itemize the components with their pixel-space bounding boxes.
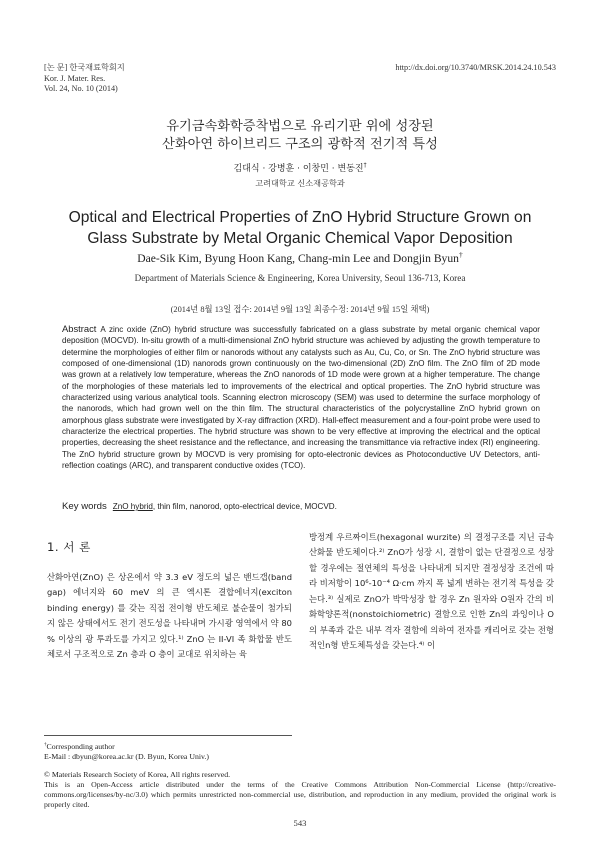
journal-info [44,63,125,95]
received-dates: (2014년 8월 13일 접수: 2014년 9월 13일 최종수정: 2014년 9월 15일 채택) [170,305,430,314]
korean-authors-names: 김대식 · 강병훈 · 이창민 · 변동진 [233,164,364,174]
korean-title-line-1: 유기금속화학증착법으로 유리기판 위에 성장된 [166,119,434,134]
english-title [0,207,600,249]
footnotes [44,742,556,811]
body-column-right: 방정계 우르짜이트(hexagonal wurzite) 의 결정구조를 지닌 금속 산화물 반도체이다.²⁾ ZnO가 성장 시, 결함이 없는 단결정으로 성장 할 경우에는 절연체의 특성을 나타내게 되지만 결정성장 조건에 따라 비저항이 10⁶-10⁻⁴ Ω·cm 까지 폭 넓게 변하는 전기적 특성을 갖는다.³⁾ 실제로 ZnO가 박막성장 할 경우 Zn 원자와 O원자 간의 비화학양론적(nonstoichiometric) 결함으로 인한 Zn의 과잉이나 O 의 부족과 같은 내부 격자 결함에 의하여 전자를 캐리어로 갖는 전형적인n형 반도체특성을 갖는다.⁴⁾ 이 [309,532,554,651]
copyright-notice: © Materials Research Society of Korea, All rights reserved. [44,769,231,779]
author-email: E-Mail : dbyun@korea.ac.kr (D. Byun, Korea Univ.) [44,752,209,762]
english-affiliation: Department of Materials Science & Engineering, Korea University, Seoul 136-713, Korea [134,273,466,283]
korean-title [0,118,600,154]
keywords-label: Key words [62,501,107,512]
corresponding-mark: † [458,250,463,260]
korean-title-line-2: 산화아연 하이브리드 구조의 광학적 전기적 특성 [162,137,438,152]
page-number: 543 [293,818,307,828]
corresponding-author-label: Corresponding author [46,742,115,751]
keywords [62,501,540,512]
body-column-left: 산화아연(ZnO) 은 상온에서 약 3.3 eV 정도의 넓은 밴드갭(band gap) 에너지와 60 meV 의 큰 엑시톤 결합에너지(exciton binding energy) 를 갖는 직접 전이형 반도체로 불순물이 첨가되지 않은 상태에서도 전기 전도성을 나타내며 가시광 영역에서 약 80 % 이상의 광 투과도를 가지고 있다.¹⁾ ZnO 는 II-VI 족 화합물 반도체로서 구조적으로 Zn 층과 O 층이 교대로 위치하는 육 [47,572,292,660]
license-notice: This is an Open-Access article distributed under the terms of the Creative Commons Attribution Non-Commercial License (http://creative-commons.org/licenses/by-nc/3.0) which permits unrestricted non-commercial use, distribution, and reproduction in any medium, provided the original work is properly cited. [44,779,556,810]
korean-affiliation: 고려대학교 신소재공학과 [255,178,345,188]
doi-link[interactable]: http://dx.doi.org/10.3740/MRSK.2014.24.10.543 [395,63,556,72]
abstract-text: A zinc oxide (ZnO) hybrid structure was successfully fabricated on a glass substrate by metal organic chemical vapor deposition (MOCVD). In-situ growth of a multi-dimensional ZnO hybrid structure was achieved by adjusting the growth temperature to determine the morphologies of either film or nanorods without any catalysts such as Au, Cu, Co, or Sn. The ZnO hybrid structure was composed of one-dimensional (1D) nanorods grown continuously on the two-dimensional (2D) ZnO film. The ZnO film of 2D mode was grown at a relatively low temperature, whereas the ZnO nanorods of 1D mode were grown at a higher temperature. The change of the morphologies of these materials led to improvements of the electrical and optical properties. The ZnO hybrid structure was characterized using various analytical tools. Scanning electron microscopy (SEM) was used to determine the surface morphology of the nanorods, which had grown well on the thin film. The structural characteristics of the polycrystalline ZnO hybrid grown on amorphous glass substrate were investigated by X-ray diffraction (XRD). Hall-effect measurement and a four-point probe were used to characterize the electrical properties. The hybrid structure was shown to be very effective at improving the electrical and the optical properties, decreasing the sheet resistance and the reflectance, and increasing the transmittance via refractive index (RI) engineering. The ZnO hybrid structure grown by MOCVD is very promising for opto-electronic devices as Photoconductive UV Detectors, anti-reflection coatings (ARC), and transparent conductive oxides (TCO). [62,325,540,471]
english-authors-names: Dae-Sik Kim, Byung Hoon Kang, Chang-min Lee and Dongjin Byun [137,252,459,265]
journal-abbreviation: Kor. J. Mater. Res. [44,73,106,83]
abstract-label: Abstract [62,323,97,334]
corresponding-author-note [44,742,556,752]
journal-korean-name: [논 문] 한국재료학회지 [44,63,125,72]
english-title-line-1: Optical and Electrical Properties of ZnO Hybrid Structure Grown on [68,209,532,226]
corresponding-mark: † [363,163,367,169]
journal-volume: Vol. 24, No. 10 (2014) [44,84,118,94]
keyword-zno-hybrid: ZnO hybrid [112,502,153,511]
korean-authors [0,163,600,176]
abstract [62,323,540,471]
section-heading-introduction: 1. 서 론 [47,540,91,554]
english-title-line-2: Glass Substrate by Metal Organic Chemical Vapor Deposition [87,230,513,247]
keywords-rest: , thin film, nanorod, opto-electrical device, MOCVD. [152,502,337,511]
footnote-mark: † [44,741,47,748]
footnote-divider [44,735,292,736]
english-authors [0,252,600,265]
